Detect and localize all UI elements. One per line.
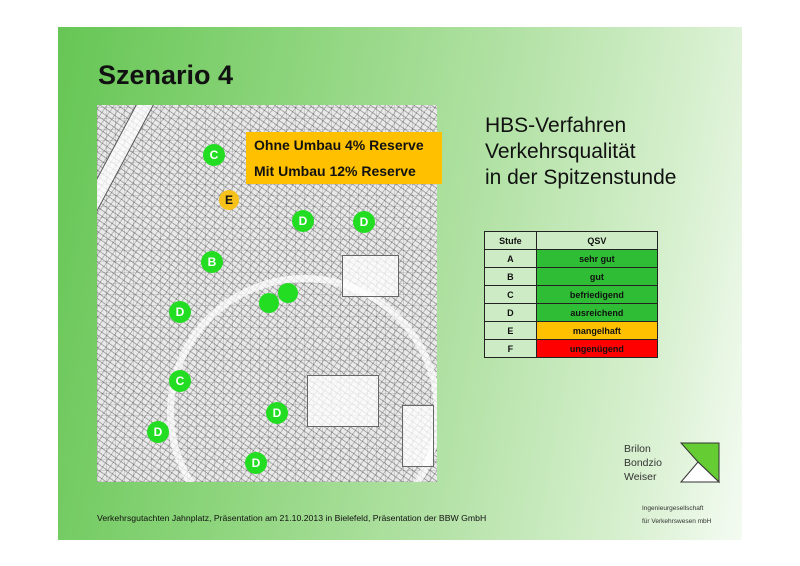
column-header-qsv: QSV (536, 232, 657, 250)
map-marker-unlabeled (259, 293, 279, 313)
map-marker-d: D (169, 301, 191, 323)
table-row (485, 304, 658, 322)
stufe-cell: F (485, 340, 537, 358)
logo-line-1: Brilon (624, 443, 651, 455)
heading-line-1: HBS-Verfahren (485, 114, 627, 137)
map-marker-c: C (203, 144, 225, 166)
stufe-cell: D (485, 304, 537, 322)
map-marker-d: D (266, 402, 288, 424)
slide-footer: Verkehrsgutachten Jahnplatz, Präsentation am 21.10.2013 in Bielefeld, Präsentation der BBW GmbH (97, 513, 487, 523)
city-block (402, 405, 434, 467)
map-marker-d: D (292, 210, 314, 232)
qsv-cell: sehr gut (536, 250, 657, 268)
reserve-with-rebuild: Mit Umbau 12% Reserve (254, 163, 416, 179)
heading-line-2: Verkehrsqualität (485, 140, 636, 163)
logo-line-2: Bondzio (624, 457, 662, 469)
table-row (485, 268, 658, 286)
reserve-box (246, 132, 442, 184)
map-marker-d: D (245, 452, 267, 474)
method-heading (485, 113, 676, 191)
stufe-cell: A (485, 250, 537, 268)
qsv-cell: ungenügend (536, 340, 657, 358)
map-marker-d: D (353, 211, 375, 233)
qsv-cell: mangelhaft (536, 322, 657, 340)
city-block (307, 375, 379, 427)
stufe-cell: B (485, 268, 537, 286)
qsv-cell: gut (536, 268, 657, 286)
table-row (485, 340, 658, 358)
company-logo-text (624, 442, 662, 484)
table-row (485, 322, 658, 340)
table-row (485, 286, 658, 304)
qsv-table (484, 231, 658, 358)
map-marker-c: C (169, 370, 191, 392)
company-name (642, 502, 711, 528)
company-line-1: Ingenieurgesellschaft (642, 505, 704, 512)
column-header-stufe: Stufe (485, 232, 537, 250)
city-block (342, 255, 399, 297)
qsv-cell: ausreichend (536, 304, 657, 322)
map-marker-unlabeled (278, 283, 298, 303)
bbw-logo-icon (680, 442, 720, 484)
heading-line-3: in der Spitzenstunde (485, 166, 677, 189)
table-row (485, 250, 658, 268)
ring-road (167, 275, 437, 482)
qsv-cell: befriedigend (536, 286, 657, 304)
stufe-cell: E (485, 322, 537, 340)
company-line-2: für Verkehrswesen mbH (642, 518, 712, 525)
map-marker-e: E (219, 190, 239, 210)
slide-title: Szenario 4 (98, 60, 234, 90)
map-marker-d: D (147, 421, 169, 443)
stufe-cell: C (485, 286, 537, 304)
logo-line-3: Weiser (624, 471, 657, 483)
map-marker-b: B (201, 251, 223, 273)
reserve-without-rebuild: Ohne Umbau 4% Reserve (254, 137, 424, 153)
